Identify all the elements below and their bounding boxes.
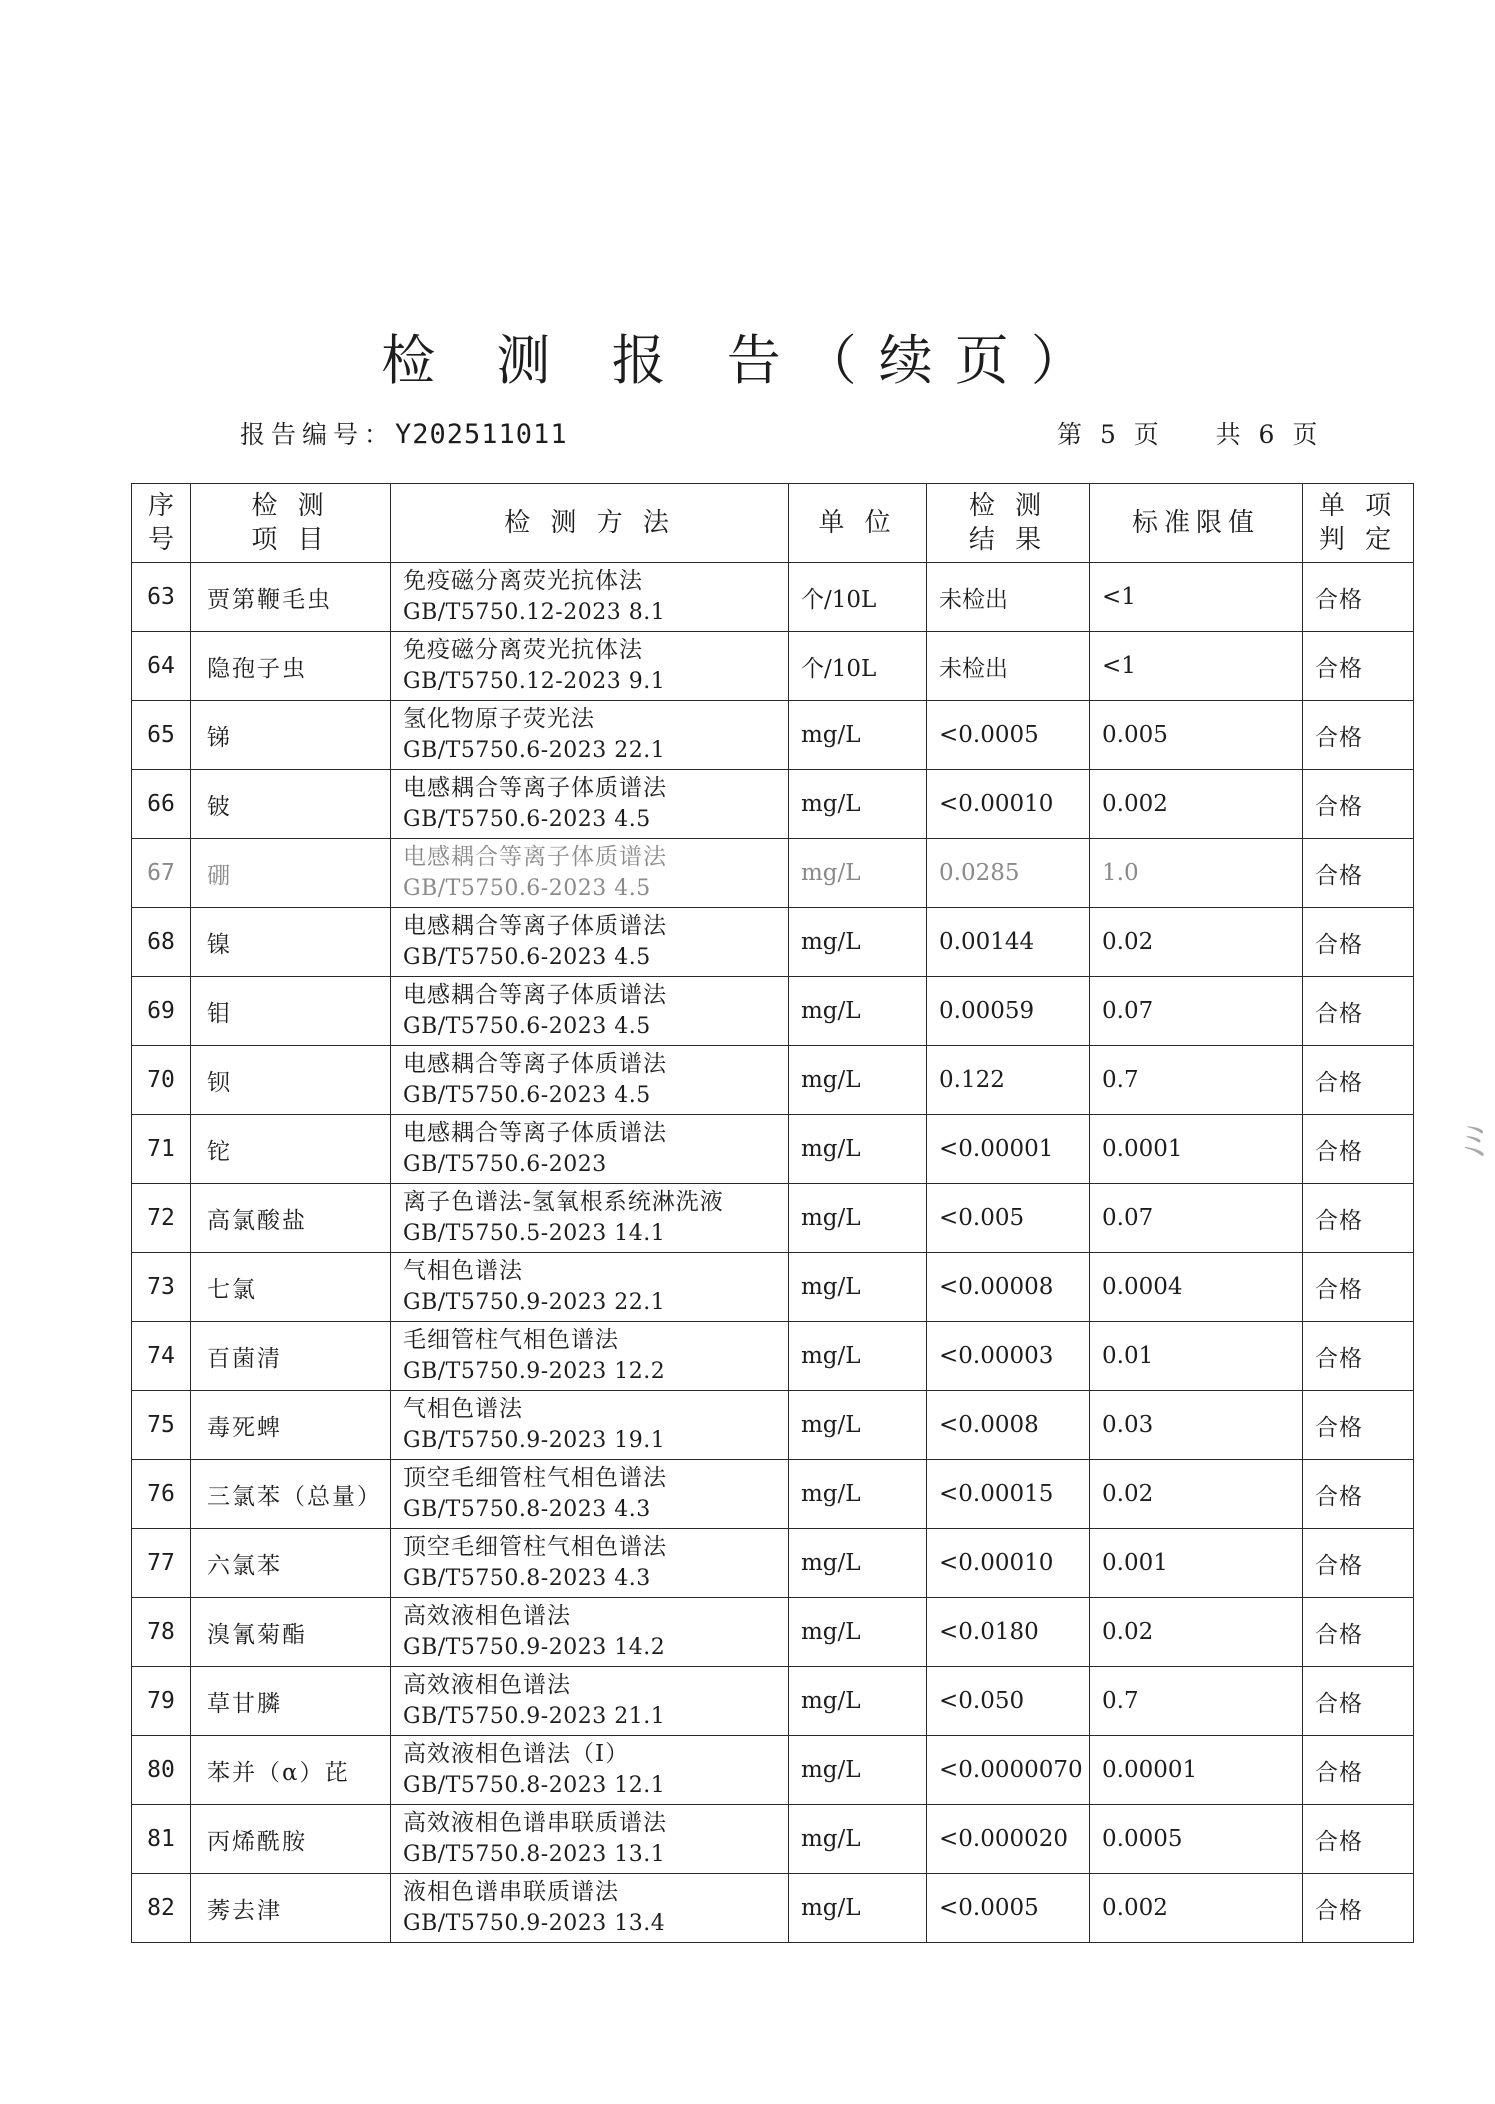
table-row	[132, 839, 1414, 908]
cell-seq: 73	[132, 1253, 191, 1322]
table-row	[132, 1874, 1414, 1943]
method-standard: GB/T5750.9-2023 13.4	[403, 1911, 666, 1936]
cell-seq: 80	[132, 1736, 191, 1805]
cell-result: <0.00010	[927, 770, 1090, 839]
cell-seq: 70	[132, 1046, 191, 1115]
cell-limit: 0.7	[1090, 1046, 1303, 1115]
method-standard: GB/T5750.8-2023 4.3	[403, 1566, 651, 1591]
cell-item: 三氯苯（总量）	[191, 1460, 391, 1529]
cell-seq: 71	[132, 1115, 191, 1184]
method-name: 电感耦合等离子体质谱法	[403, 1051, 667, 1077]
method-standard: GB/T5750.9-2023 21.1	[403, 1704, 666, 1729]
cell-result: <0.050	[927, 1667, 1090, 1736]
header-unit: 单 位	[789, 484, 927, 563]
cell-seq: 79	[132, 1667, 191, 1736]
cell-unit: mg/L	[789, 1667, 927, 1736]
results-table	[131, 483, 1414, 1943]
cell-unit: mg/L	[789, 1598, 927, 1667]
method-name: 电感耦合等离子体质谱法	[403, 775, 667, 801]
cell-seq: 63	[132, 563, 191, 632]
method-standard: GB/T5750.12-2023 8.1	[403, 600, 666, 625]
cell-unit: mg/L	[789, 977, 927, 1046]
cell-judgement: 合格	[1303, 1736, 1414, 1805]
cell-item: 莠去津	[191, 1874, 391, 1943]
cell-limit: 0.005	[1090, 701, 1303, 770]
method-standard: GB/T5750.5-2023 14.1	[403, 1221, 666, 1246]
cell-result: <0.0000070	[927, 1736, 1090, 1805]
cell-judgement: 合格	[1303, 1391, 1414, 1460]
cell-item: 溴氰菊酯	[191, 1598, 391, 1667]
table-header-row	[132, 484, 1414, 563]
cell-item: 高氯酸盐	[191, 1184, 391, 1253]
cell-seq: 77	[132, 1529, 191, 1598]
cell-item: 锑	[191, 701, 391, 770]
method-standard: GB/T5750.9-2023 19.1	[403, 1428, 666, 1453]
table-row	[132, 1667, 1414, 1736]
table-row	[132, 701, 1414, 770]
page-info: 第 5 页 共 6 页	[1057, 420, 1323, 449]
cell-unit: mg/L	[789, 770, 927, 839]
cell-judgement: 合格	[1303, 1046, 1414, 1115]
header-item: 检 测 项 目	[191, 484, 391, 563]
cell-limit: 0.02	[1090, 1460, 1303, 1529]
cell-result: <0.0180	[927, 1598, 1090, 1667]
cell-result: <0.0005	[927, 1874, 1090, 1943]
cell-limit: 0.001	[1090, 1529, 1303, 1598]
cell-unit: 个/10L	[789, 563, 927, 632]
cell-judgement: 合格	[1303, 977, 1414, 1046]
cell-result: 0.00144	[927, 908, 1090, 977]
cell-method	[391, 1115, 789, 1184]
method-standard: GB/T5750.6-2023 22.1	[403, 738, 666, 763]
header-limit: 标准限值	[1090, 484, 1303, 563]
edge-stamp-fragment: ミ	[1455, 1119, 1495, 1165]
cell-method	[391, 1736, 789, 1805]
cell-method	[391, 1598, 789, 1667]
method-name: 离子色谱法-氢氧根系统淋洗液	[403, 1189, 724, 1215]
method-name: 毛细管柱气相色谱法	[403, 1327, 619, 1353]
cell-unit: mg/L	[789, 1184, 927, 1253]
table-row	[132, 1115, 1414, 1184]
method-name: 电感耦合等离子体质谱法	[403, 844, 667, 870]
cell-seq: 75	[132, 1391, 191, 1460]
method-name: 气相色谱法	[403, 1258, 523, 1284]
report-number	[240, 415, 568, 451]
method-name: 高效液相色谱法	[403, 1603, 571, 1629]
cell-method	[391, 701, 789, 770]
cell-method	[391, 908, 789, 977]
header-result: 检 测 结 果	[927, 484, 1090, 563]
header-method: 检 测 方 法	[391, 484, 789, 563]
cell-item: 七氯	[191, 1253, 391, 1322]
cell-item: 苯并（α）芘	[191, 1736, 391, 1805]
cell-judgement: 合格	[1303, 1667, 1414, 1736]
cell-method	[391, 1805, 789, 1874]
cell-result: <0.000020	[927, 1805, 1090, 1874]
cell-method	[391, 1391, 789, 1460]
cell-item: 镍	[191, 908, 391, 977]
cell-limit: 0.0001	[1090, 1115, 1303, 1184]
table-row	[132, 1598, 1414, 1667]
cell-item: 草甘膦	[191, 1667, 391, 1736]
cell-limit: <1	[1090, 632, 1303, 701]
table-row	[132, 1736, 1414, 1805]
cell-result: <0.00008	[927, 1253, 1090, 1322]
cell-method	[391, 1322, 789, 1391]
cell-seq: 81	[132, 1805, 191, 1874]
cell-seq: 66	[132, 770, 191, 839]
cell-judgement: 合格	[1303, 770, 1414, 839]
cell-item: 贾第鞭毛虫	[191, 563, 391, 632]
table-row	[132, 1805, 1414, 1874]
cell-unit: mg/L	[789, 1253, 927, 1322]
table-row	[132, 563, 1414, 632]
cell-seq: 65	[132, 701, 191, 770]
table-row	[132, 1322, 1414, 1391]
cell-item: 六氯苯	[191, 1529, 391, 1598]
cell-judgement: 合格	[1303, 1184, 1414, 1253]
table-row	[132, 1460, 1414, 1529]
cell-result: <0.00003	[927, 1322, 1090, 1391]
cell-method	[391, 839, 789, 908]
method-name: 免疫磁分离荧光抗体法	[403, 637, 643, 663]
table-row	[132, 632, 1414, 701]
cell-result: 0.0285	[927, 839, 1090, 908]
cell-method	[391, 1253, 789, 1322]
cell-result: 0.122	[927, 1046, 1090, 1115]
cell-judgement: 合格	[1303, 1529, 1414, 1598]
method-name: 免疫磁分离荧光抗体法	[403, 568, 643, 594]
cell-seq: 64	[132, 632, 191, 701]
report-number-value: Y202511011	[395, 419, 568, 450]
method-standard: GB/T5750.6-2023 4.5	[403, 876, 651, 901]
cell-unit: 个/10L	[789, 632, 927, 701]
method-name: 高效液相色谱法（Ⅰ）	[403, 1741, 630, 1767]
table-row	[132, 1391, 1414, 1460]
cell-judgement: 合格	[1303, 908, 1414, 977]
cell-limit: 0.7	[1090, 1667, 1303, 1736]
method-standard: GB/T5750.6-2023 4.5	[403, 807, 651, 832]
cell-unit: mg/L	[789, 1805, 927, 1874]
cell-limit: 0.0005	[1090, 1805, 1303, 1874]
method-standard: GB/T5750.6-2023 4.5	[403, 945, 651, 970]
cell-judgement: 合格	[1303, 701, 1414, 770]
cell-limit: 0.002	[1090, 1874, 1303, 1943]
cell-method	[391, 1184, 789, 1253]
cell-limit: 0.02	[1090, 1598, 1303, 1667]
cell-judgement: 合格	[1303, 1805, 1414, 1874]
cell-judgement: 合格	[1303, 839, 1414, 908]
cell-item: 铊	[191, 1115, 391, 1184]
method-name: 电感耦合等离子体质谱法	[403, 1120, 667, 1146]
cell-unit: mg/L	[789, 1874, 927, 1943]
method-name: 高效液相色谱串联质谱法	[403, 1810, 667, 1836]
cell-judgement: 合格	[1303, 1253, 1414, 1322]
cell-unit: mg/L	[789, 1736, 927, 1805]
method-name: 氢化物原子荧光法	[403, 706, 595, 732]
method-name: 顶空毛细管柱气相色谱法	[403, 1465, 667, 1491]
method-standard: GB/T5750.6-2023 4.5	[403, 1083, 651, 1108]
cell-item: 铍	[191, 770, 391, 839]
report-number-label: 报告编号：	[240, 420, 396, 449]
cell-limit: 0.01	[1090, 1322, 1303, 1391]
cell-judgement: 合格	[1303, 1598, 1414, 1667]
cell-limit: 0.07	[1090, 977, 1303, 1046]
cell-result: 0.00059	[927, 977, 1090, 1046]
table-row	[132, 770, 1414, 839]
method-standard: GB/T5750.8-2023 12.1	[403, 1773, 666, 1798]
method-name: 电感耦合等离子体质谱法	[403, 913, 667, 939]
cell-item: 毒死蜱	[191, 1391, 391, 1460]
cell-judgement: 合格	[1303, 1322, 1414, 1391]
cell-unit: mg/L	[789, 1391, 927, 1460]
cell-method	[391, 1667, 789, 1736]
cell-seq: 69	[132, 977, 191, 1046]
table-row	[132, 908, 1414, 977]
cell-seq: 72	[132, 1184, 191, 1253]
method-name: 电感耦合等离子体质谱法	[403, 982, 667, 1008]
cell-judgement: 合格	[1303, 1460, 1414, 1529]
cell-method	[391, 977, 789, 1046]
method-standard: GB/T5750.6-2023 4.5	[403, 1014, 651, 1039]
cell-unit: mg/L	[789, 1115, 927, 1184]
cell-method	[391, 1874, 789, 1943]
cell-unit: mg/L	[789, 701, 927, 770]
method-standard: GB/T5750.9-2023 22.1	[403, 1290, 666, 1315]
method-standard: GB/T5750.8-2023 4.3	[403, 1497, 651, 1522]
cell-limit: 0.07	[1090, 1184, 1303, 1253]
cell-unit: mg/L	[789, 1460, 927, 1529]
cell-item: 钼	[191, 977, 391, 1046]
method-standard: GB/T5750.6-2023	[403, 1152, 607, 1177]
cell-seq: 76	[132, 1460, 191, 1529]
method-name: 气相色谱法	[403, 1396, 523, 1422]
cell-unit: mg/L	[789, 1322, 927, 1391]
cell-seq: 67	[132, 839, 191, 908]
cell-method	[391, 563, 789, 632]
header-judgement: 单 项 判 定	[1303, 484, 1414, 563]
cell-limit: 0.002	[1090, 770, 1303, 839]
table-row	[132, 1253, 1414, 1322]
cell-limit: 0.00001	[1090, 1736, 1303, 1805]
cell-result: <0.0005	[927, 701, 1090, 770]
cell-limit: 0.02	[1090, 908, 1303, 977]
cell-limit: 1.0	[1090, 839, 1303, 908]
cell-seq: 74	[132, 1322, 191, 1391]
report-title: 检 测 报 告（续页）	[381, 329, 1107, 392]
cell-result: <0.0008	[927, 1391, 1090, 1460]
cell-limit: <1	[1090, 563, 1303, 632]
table-row	[132, 977, 1414, 1046]
cell-item: 百菌清	[191, 1322, 391, 1391]
table-row	[132, 1046, 1414, 1115]
method-standard: GB/T5750.8-2023 13.1	[403, 1842, 666, 1867]
cell-item: 硼	[191, 839, 391, 908]
cell-method	[391, 1460, 789, 1529]
cell-item: 丙烯酰胺	[191, 1805, 391, 1874]
method-name: 液相色谱串联质谱法	[403, 1879, 619, 1905]
method-name: 高效液相色谱法	[403, 1672, 571, 1698]
cell-item: 钡	[191, 1046, 391, 1115]
cell-item: 隐孢子虫	[191, 632, 391, 701]
method-standard: GB/T5750.12-2023 9.1	[403, 669, 666, 694]
table-row	[132, 1529, 1414, 1598]
cell-judgement: 合格	[1303, 1115, 1414, 1184]
cell-method	[391, 770, 789, 839]
cell-limit: 0.03	[1090, 1391, 1303, 1460]
cell-limit: 0.0004	[1090, 1253, 1303, 1322]
cell-result: 未检出	[927, 563, 1090, 632]
cell-result: <0.00015	[927, 1460, 1090, 1529]
header-seq: 序 号	[132, 484, 191, 563]
cell-judgement: 合格	[1303, 1874, 1414, 1943]
cell-result: <0.00010	[927, 1529, 1090, 1598]
method-standard: GB/T5750.9-2023 12.2	[403, 1359, 666, 1384]
cell-method	[391, 1529, 789, 1598]
table-row	[132, 1184, 1414, 1253]
method-standard: GB/T5750.9-2023 14.2	[403, 1635, 666, 1660]
cell-judgement: 合格	[1303, 632, 1414, 701]
method-name: 顶空毛细管柱气相色谱法	[403, 1534, 667, 1560]
cell-unit: mg/L	[789, 908, 927, 977]
cell-seq: 68	[132, 908, 191, 977]
cell-judgement: 合格	[1303, 563, 1414, 632]
cell-unit: mg/L	[789, 1046, 927, 1115]
cell-result: <0.005	[927, 1184, 1090, 1253]
cell-seq: 82	[132, 1874, 191, 1943]
cell-seq: 78	[132, 1598, 191, 1667]
cell-unit: mg/L	[789, 1529, 927, 1598]
cell-method	[391, 1046, 789, 1115]
cell-result: <0.00001	[927, 1115, 1090, 1184]
cell-method	[391, 632, 789, 701]
cell-unit: mg/L	[789, 839, 927, 908]
cell-result: 未检出	[927, 632, 1090, 701]
